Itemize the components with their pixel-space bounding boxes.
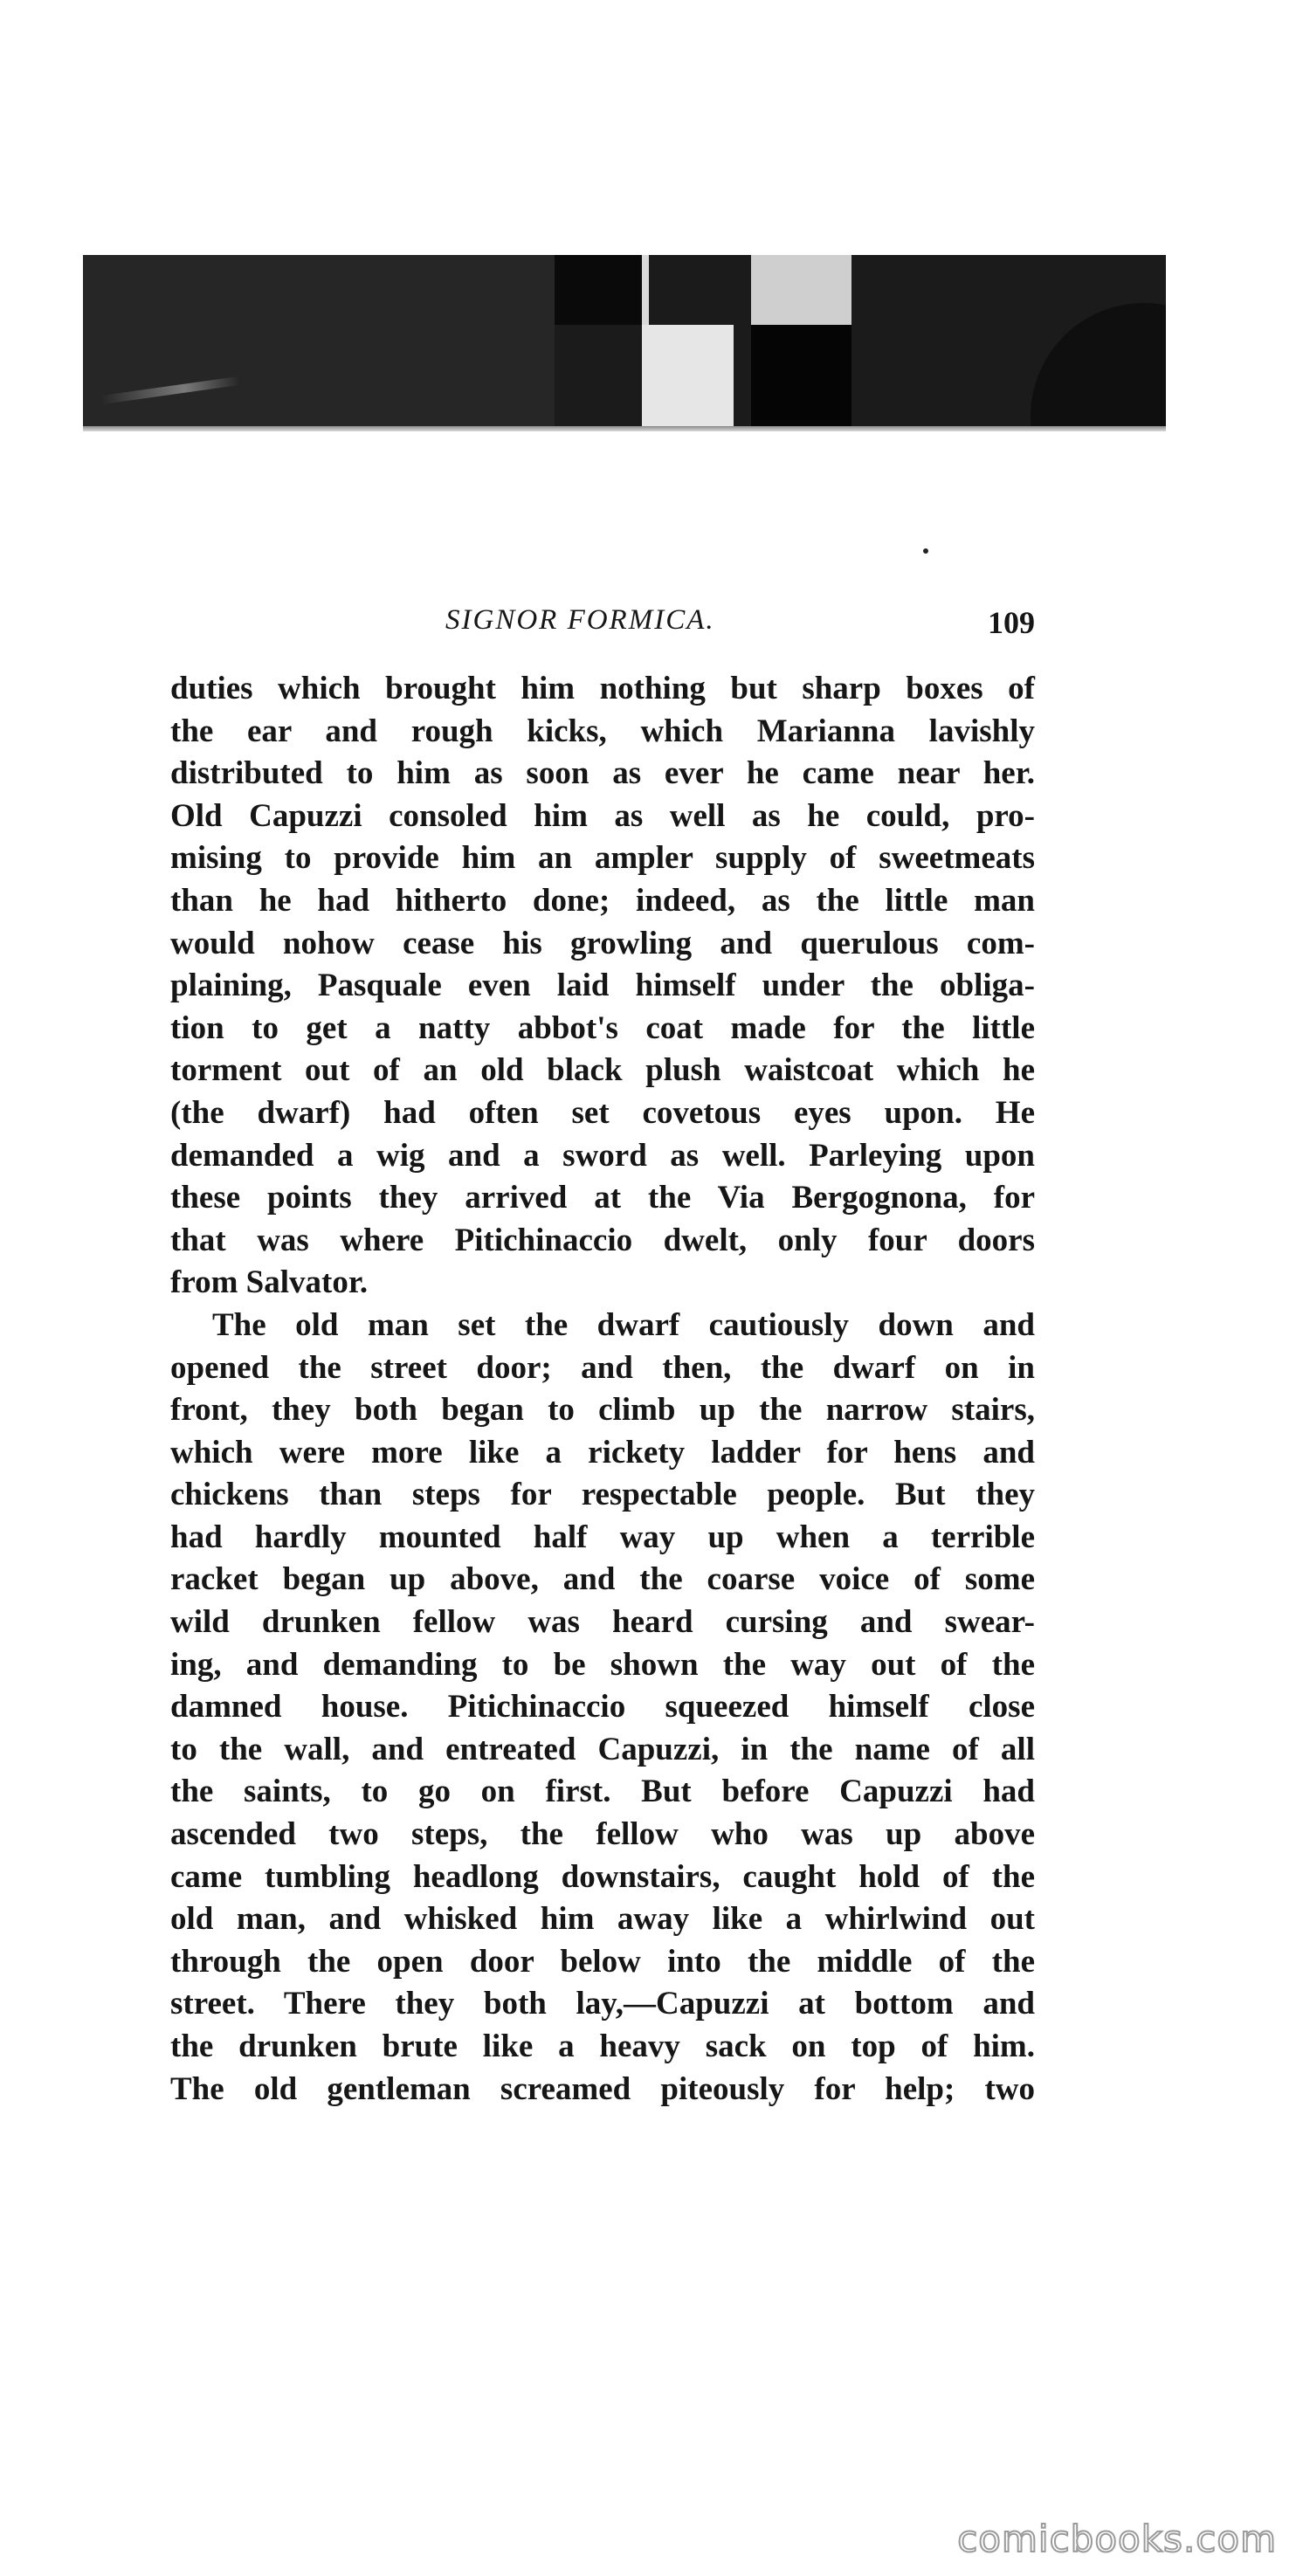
text-line: racket began up above, and the coarse voice of some <box>170 1561 1035 1598</box>
text-line: opened the street door; and then, the dwarf on in <box>170 1349 1035 1386</box>
text-line: demanded a wig and a sword as well. Parleying upon <box>170 1137 1035 1174</box>
text-line: street. There they both lay,—Capuzzi at bottom and <box>170 1986 1035 2022</box>
text-line: damned house. Pitichinaccio squeezed himself close <box>170 1689 1035 1725</box>
scan-edge <box>83 426 1166 431</box>
text-line: mising to provide him an ampler supply of sweetmeats <box>170 840 1035 877</box>
text-line: through the open door below into the middle of the <box>170 1943 1035 1980</box>
text-line: torment out of an old black plush waistcoat which he <box>170 1052 1035 1089</box>
text-line: chickens than steps for respectable people. But they <box>170 1477 1035 1513</box>
body-text <box>170 668 1035 2111</box>
text-line: the saints, to go on first. But before Capuzzi had <box>170 1774 1035 1810</box>
text-line: ascended two steps, the fellow who was up above <box>170 1816 1035 1853</box>
text-line: the drunken brute like a heavy sack on top of him. <box>170 2028 1035 2064</box>
text-line: to the wall, and entreated Capuzzi, in the name of all <box>170 1731 1035 1767</box>
text-line: wild drunken fellow was heard cursing and swear- <box>170 1604 1035 1641</box>
text-line: than he had hitherto done; indeed, as the little man <box>170 882 1035 919</box>
text-line: distributed to him as soon as ever he came near her. <box>170 755 1035 792</box>
page-number: 109 <box>988 605 1035 640</box>
text-line: came tumbling headlong downstairs, caught hold of the <box>170 1858 1035 1895</box>
text-line: front, they both began to climb up the narrow stairs, <box>170 1392 1035 1429</box>
text-line: The old gentleman screamed piteously for help; two <box>170 2070 1035 2107</box>
text-line: that was where Pitichinaccio dwelt, only four doors <box>170 1222 1035 1258</box>
text-line: old man, and whisked him away like a whirlwind out <box>170 1901 1035 1938</box>
text-line: which were more like a rickety ladder for hens and <box>170 1434 1035 1471</box>
text-line: had hardly mounted half way up when a terrible <box>170 1519 1035 1555</box>
text-line: from Salvator. <box>170 1264 369 1301</box>
running-title: SIGNOR FORMICA. <box>445 604 715 636</box>
text-line: Old Capuzzi consoled him as well as he could, pro- <box>170 797 1035 834</box>
text-line: ing, and demanding to be shown the way out of the <box>170 1646 1035 1683</box>
text-line: these points they arrived at the Via Bergognona, for <box>170 1180 1035 1216</box>
ink-speck <box>923 548 928 554</box>
text-line: tion to get a natty abbot's coat made for the little <box>170 1009 1035 1046</box>
scanned-image-band <box>83 255 1166 430</box>
text-line: duties which brought him nothing but sharp boxes of <box>170 671 1035 706</box>
site-watermark: comicbooks.com <box>957 2517 1277 2560</box>
text-line: the ear and rough kicks, which Marianna lavishly <box>170 713 1035 749</box>
text-line: would nohow cease his growling and querulous com- <box>170 925 1035 961</box>
text-line: The old man set the dwarf cautiously down and <box>212 1306 1035 1343</box>
text-line: plaining, Pasquale even laid himself under the obliga- <box>170 968 1035 1004</box>
text-line: (the dwarf) had often set covetous eyes upon. He <box>170 1094 1035 1131</box>
running-head <box>170 604 1035 648</box>
